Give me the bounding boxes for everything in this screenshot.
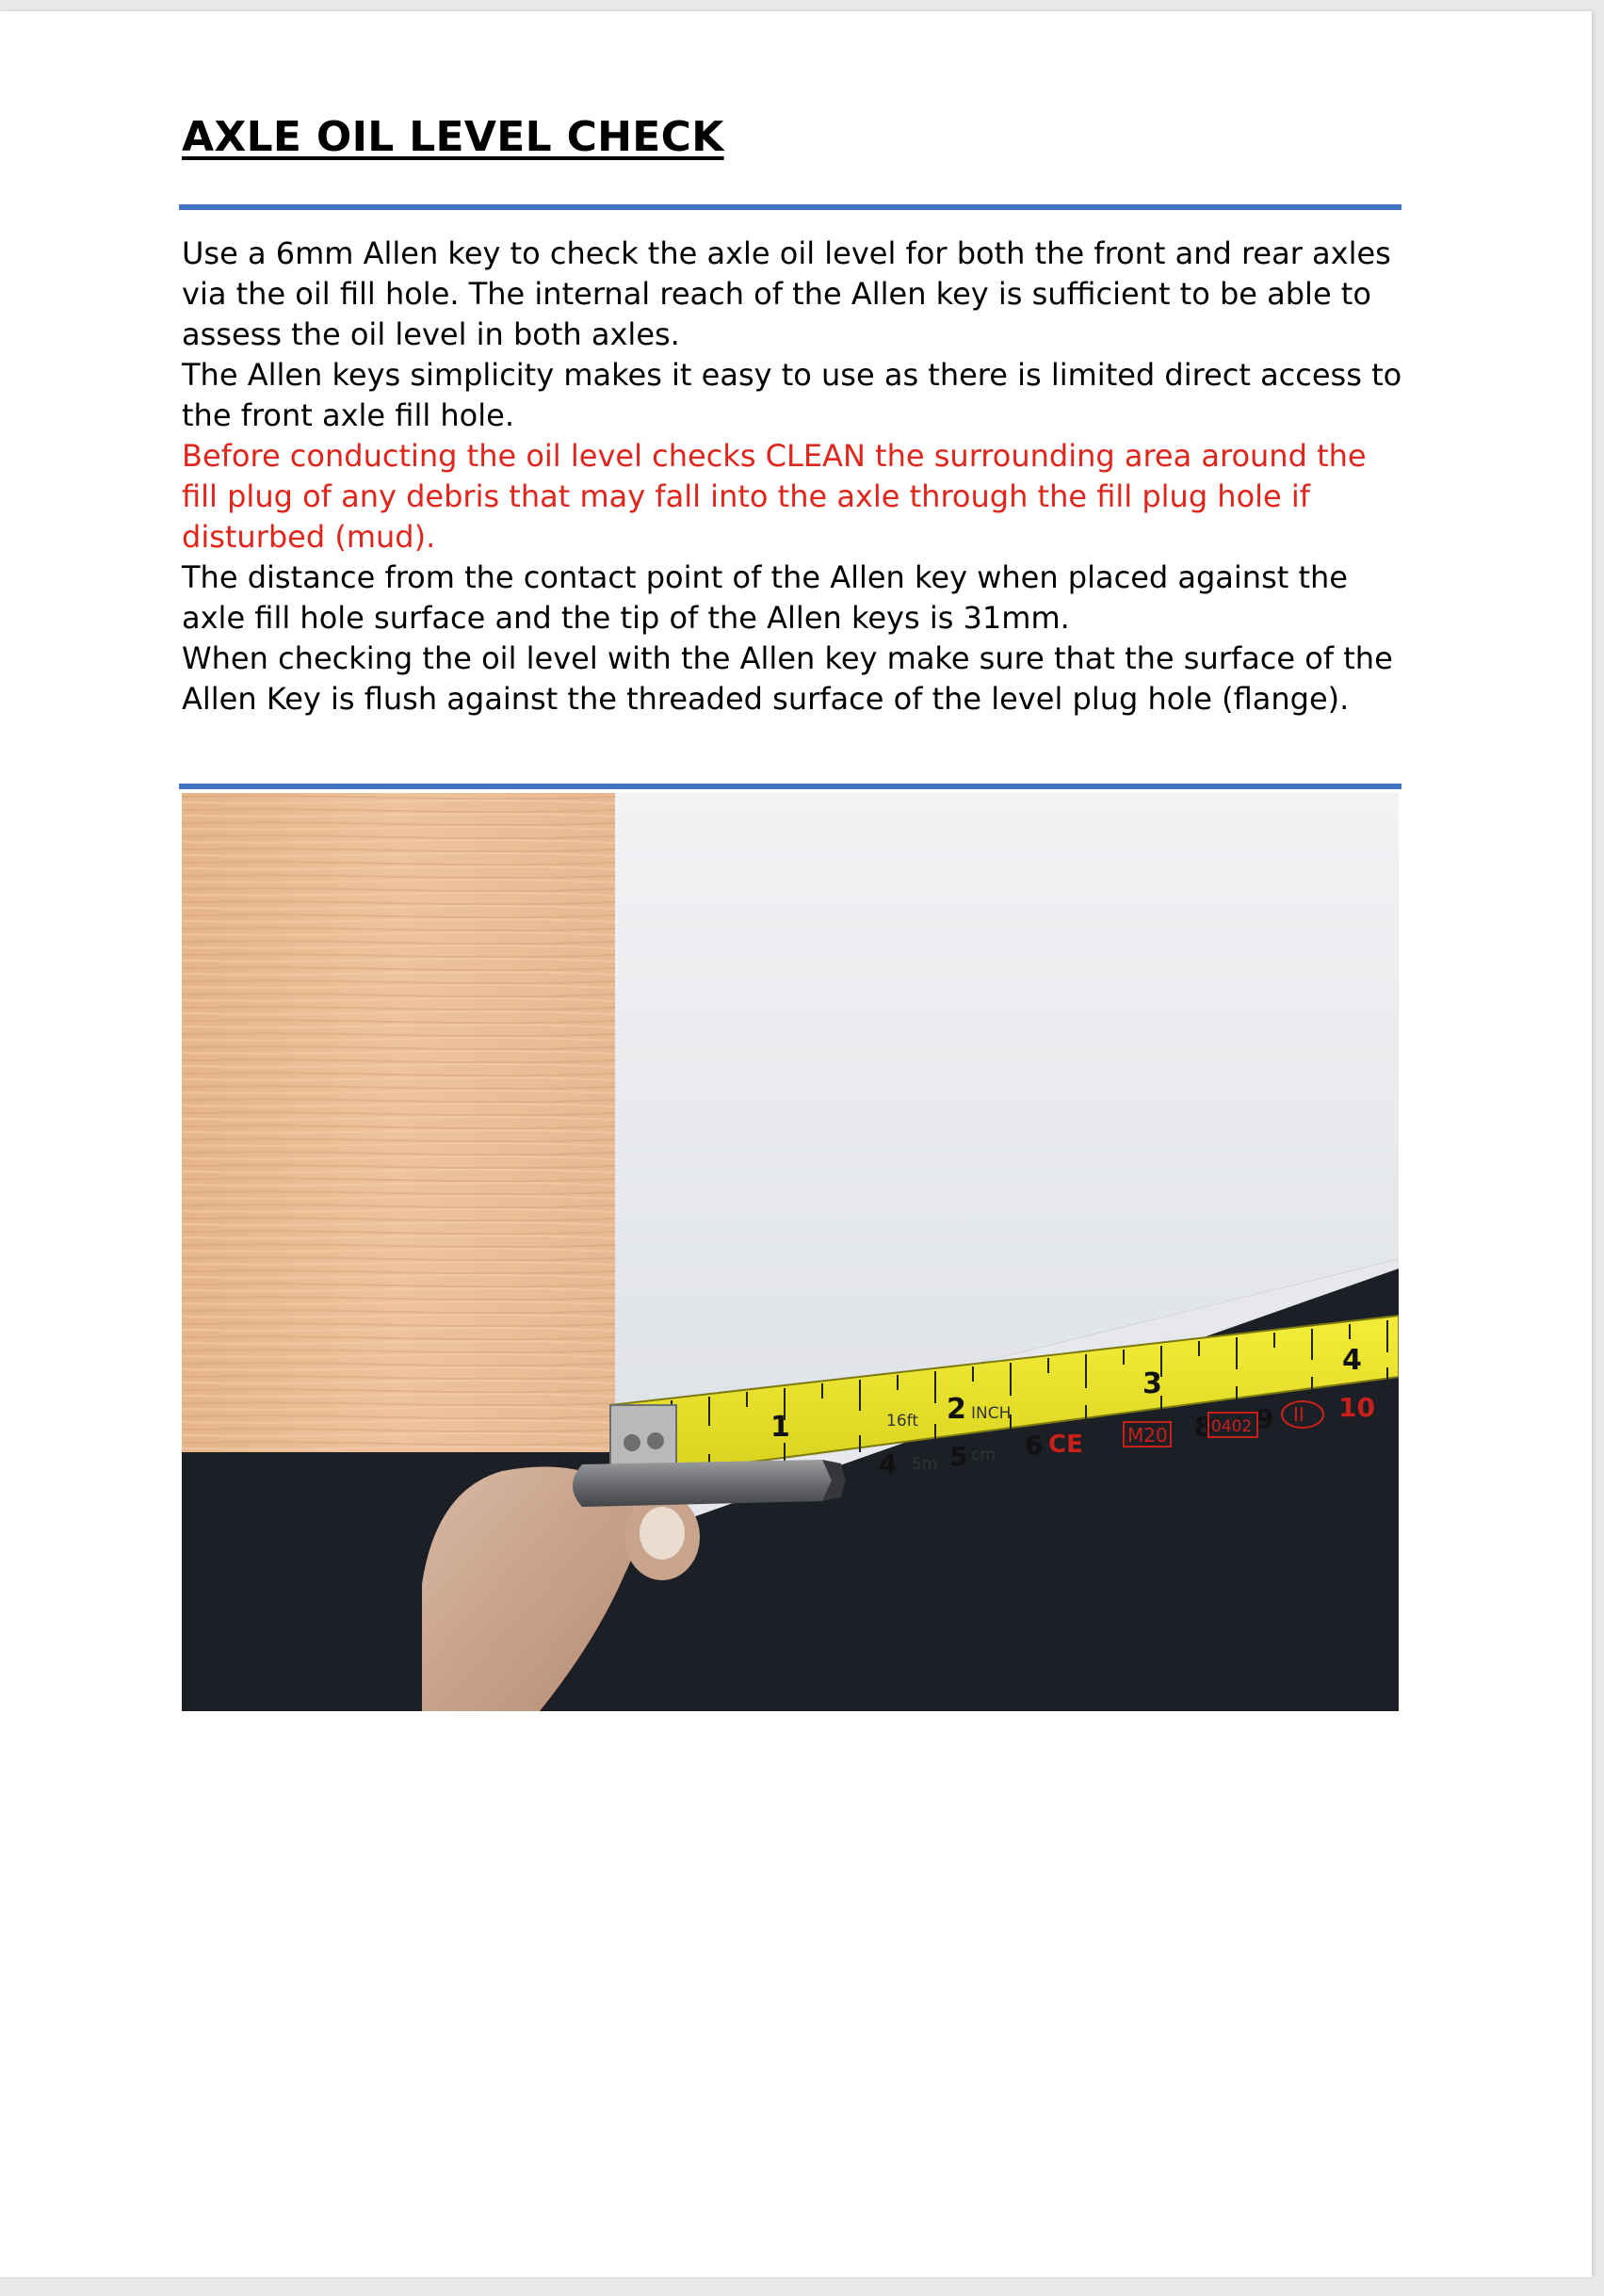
tape-cm-5: 5 bbox=[949, 1441, 968, 1472]
thumbnail bbox=[640, 1507, 685, 1560]
tape-cm-8: 8 bbox=[1194, 1411, 1213, 1442]
tape-cm-label: cm bbox=[971, 1446, 996, 1464]
paragraph-flush-check: When checking the oil level with the Allen key make sure that the surface of the Allen Key is flush against the threaded surface of the level plug hole (flange). bbox=[182, 640, 1393, 717]
allen-key bbox=[573, 1460, 832, 1507]
page-title: AXLE OIL LEVEL CHECK bbox=[182, 113, 724, 161]
tape-cm-9: 9 bbox=[1256, 1403, 1274, 1434]
tape-code-mark: 0402 bbox=[1211, 1417, 1253, 1436]
instructions-body bbox=[182, 234, 1406, 720]
tape-inch-1: 1 bbox=[770, 1411, 790, 1444]
tape-m20-mark: M20 bbox=[1127, 1424, 1168, 1447]
tape-cm-4: 4 bbox=[879, 1448, 898, 1479]
paragraph-simplicity: The Allen keys simplicity makes it easy to use as there is limited direct access to the front axle fill hole. bbox=[182, 357, 1402, 433]
tape-inch-4: 4 bbox=[1342, 1344, 1362, 1377]
paragraph-distance: The distance from the contact point of the Allen key when placed against the axle fill hole surface and the tip of the Allen keys is 31mm. bbox=[182, 559, 1348, 636]
paragraph-clean-warning: Before conducting the oil level checks CLEAN the surrounding area around the fill plug of any debris that may fall into the axle through the fill plug hole if disturbed (mud). bbox=[182, 438, 1367, 555]
tape-inch-3: 3 bbox=[1142, 1367, 1162, 1400]
tape-cm-10: 10 bbox=[1338, 1392, 1375, 1423]
tape-measure-photo bbox=[182, 793, 1399, 1711]
tape-cm-6: 6 bbox=[1025, 1430, 1044, 1461]
paragraph-allen-key-usage: Use a 6mm Allen key to check the axle oil level for both the front and rear axles via the oil fill hole. The internal reach of the Allen key is sufficient to be able to assess the oil level in both axles. bbox=[182, 235, 1391, 352]
bottom-divider bbox=[179, 784, 1401, 789]
tape-feet-label: 16ft bbox=[886, 1412, 918, 1431]
wood-surface bbox=[182, 793, 615, 1452]
tape-metres-label: 5m bbox=[912, 1455, 938, 1474]
tape-ce-mark: CE bbox=[1048, 1431, 1083, 1459]
tape-inch-label: INCH bbox=[971, 1404, 1012, 1423]
top-divider bbox=[179, 204, 1401, 210]
document-page bbox=[0, 11, 1592, 2277]
tape-inch-2: 2 bbox=[947, 1393, 966, 1426]
tape-class-mark: II bbox=[1293, 1403, 1304, 1426]
